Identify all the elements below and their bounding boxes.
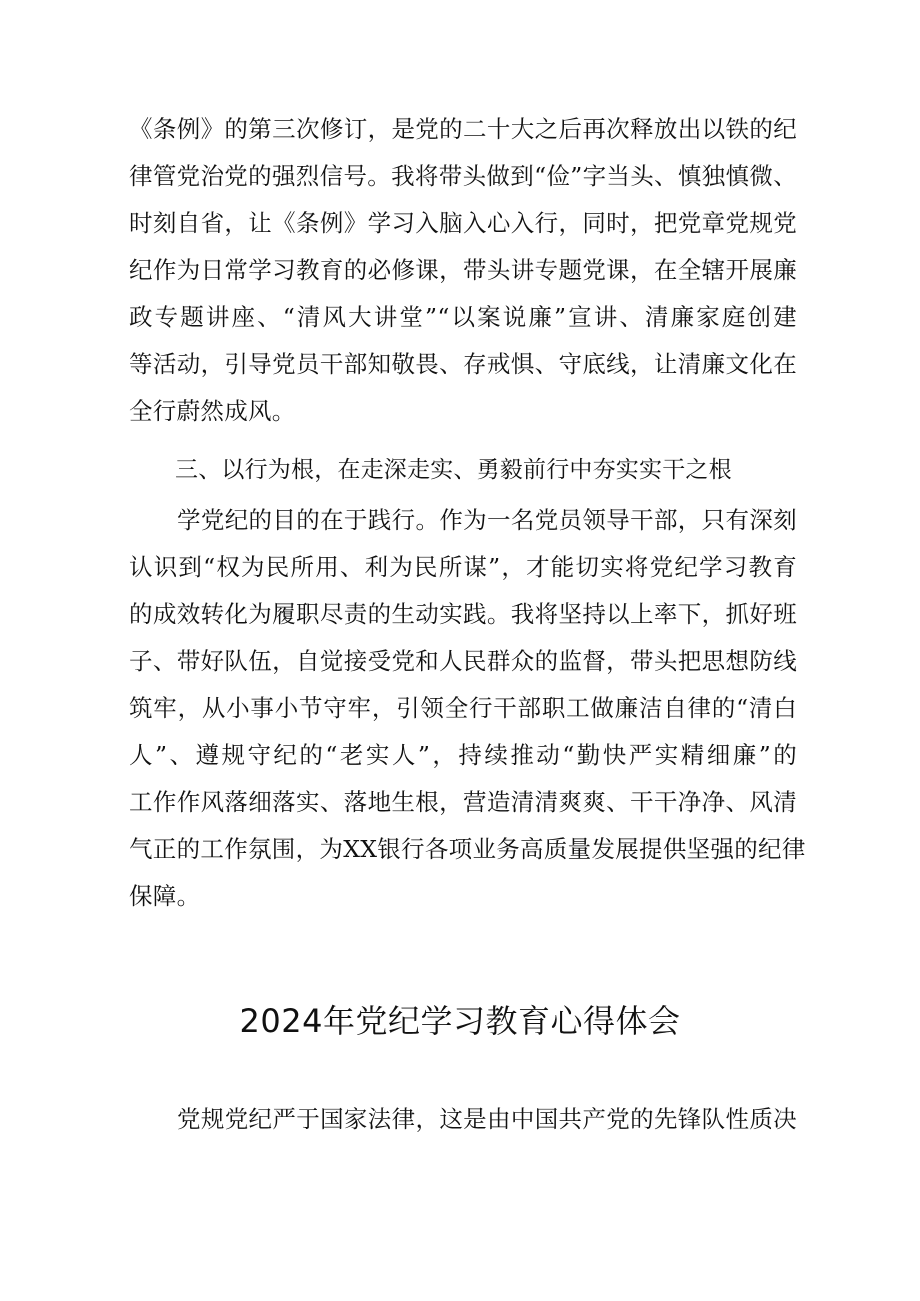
section-heading: 三、以行为根，在走深走实、勇毅前行中夯实实干之根 (175, 457, 732, 483)
text-line: 子、带好队伍，自觉接受党和人民群众的监督，带头把思想防线 (129, 647, 797, 675)
text-line: 保障。 (129, 882, 201, 910)
body-paragraph (129, 106, 797, 435)
text-line: 全行蔚然成风。 (129, 397, 296, 425)
text-line: 等活动，引导党员干部知敬畏、存戒惧、守底线，让清廉文化在 (129, 350, 797, 378)
text-line: 人”、遵规守纪的“老实人”，持续推动“勤快严实精细廉”的 (129, 741, 797, 769)
text-line: 政专题讲座、“清风大讲堂”“以案说廉”宣讲、清廉家庭创建 (129, 303, 797, 331)
body-paragraph (129, 1096, 797, 1143)
text-line: 时刻自省，让《条例》学习入脑入心入行，同时，把党章党规党 (129, 209, 797, 237)
text-line: 《条例》的第三次修订，是党的二十大之后再次释放出以铁的纪 (129, 115, 797, 143)
text-line: 学党纪的目的在于践行。作为一名党员领导干部，只有深刻 (177, 506, 797, 534)
body-paragraph (129, 497, 806, 920)
text-line: 纪作为日常学习教育的必修课，带头讲专题党课，在全辖开展廉 (129, 256, 797, 284)
text-line: 的成效转化为履职尽责的生动实践。我将坚持以上率下，抓好班 (129, 600, 797, 628)
text-line: 气正的工作氛围，为XX银行各项业务高质量发展提供坚强的纪律 (129, 835, 806, 863)
text-line: 工作作风落细落实、落地生根，营造清清爽爽、干干净净、风清 (129, 788, 797, 816)
text-line: 认识到“权为民所用、利为民所谋”，才能切实将党纪学习教育 (129, 553, 797, 581)
text-line: 筑牢，从小事小节守牢，引领全行干部职工做廉洁自律的“清白 (129, 694, 797, 722)
article-title: 2024年党纪学习教育心得体会 (239, 1002, 681, 1040)
text-line: 律管党治党的强烈信号。我将带头做到“俭”字当头、慎独慎微、 (129, 162, 797, 190)
text-line: 党规党纪严于国家法律，这是由中国共产党的先锋队性质决 (177, 1105, 797, 1133)
